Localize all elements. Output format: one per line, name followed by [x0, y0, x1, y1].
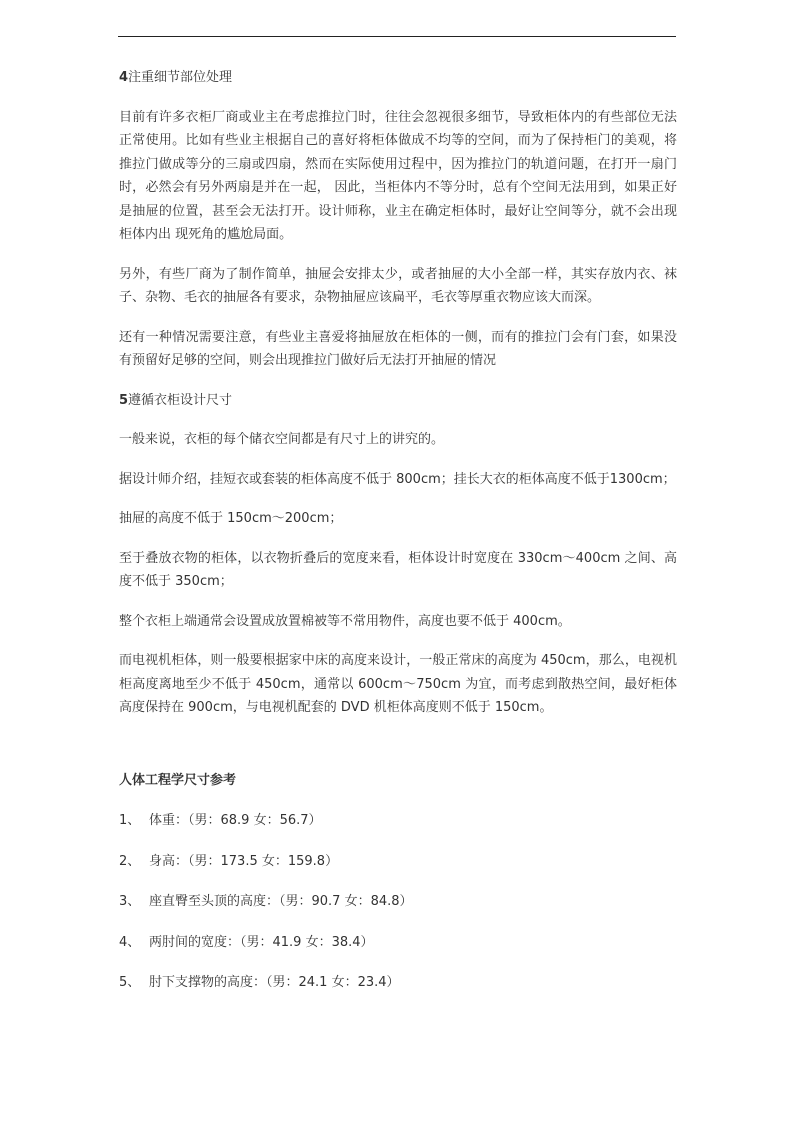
- document-body: [119, 64, 677, 995]
- section-4-heading: [119, 66, 677, 90]
- section-4-paragraph-1: 目前有许多衣柜厂商或业主在考虑推拉门时，往往会忽视很多细节，导致柜体内的有些部位无法正常使用。比如有些业主根据自己的喜好将柜体做成不均等的空间，而为了保持柜门的美观，将推拉门做成等分的三扇或四扇，然而在实际使用过程中，因为推拉门的轨道问题，在打开一扇门时，必然会有另外两扇是并在一起， 因此，当柜体内不等分时，总有个空间无法用到，如果正好是抽屉的位置，甚至会无法打开。设计师称，业主在确定柜体时，最好让空间等分，就不会出现柜体内出 现死角的尴尬局面。: [119, 109, 677, 242]
- section-4-paragraph-3: 还有一种情况需要注意，有些业主喜爱将抽屉放在柜体的一侧，而有的推拉门会有门套，如果没有预留好足够的空间，则会出现推拉门做好后无法打开抽屉的情况: [119, 329, 677, 368]
- section-5-paragraph-6: 而电视机柜体，则一般要根据家中床的高度来设计，一般正常床的高度为 450cm，那么，电视机柜高度离地至少不低于 450cm，通常以 600cm～750cm 为宜，而考虑到散热空间，最好柜体高度保持在 900cm，与电视机配套的 DVD 机柜体高度则不低于 150cm。: [119, 653, 677, 715]
- section-5-paragraph-4: 至于叠放衣物的柜体，以衣物折叠后的宽度来看，柜体设计时宽度在 330cm～400cm 之间、高度不低于 350cm；: [119, 550, 677, 589]
- list-item: [119, 850, 677, 874]
- list-item-number: 1、: [119, 813, 141, 828]
- section-5-paragraph-5: 整个衣柜上端通常会设置成放置棉被等不常用物件，高度也要不低于 400cm。: [119, 613, 571, 629]
- list-item-text: 座直臀至头顶的高度：（男：90.7 女：84.8）: [149, 894, 413, 909]
- section-5-title: 遵循衣柜设计尺寸: [128, 392, 233, 408]
- section-5-paragraph-3: 抽屉的高度不低于 150cm～200cm；: [119, 511, 343, 526]
- list-item: [119, 971, 677, 995]
- list-item-number: 3、: [119, 894, 141, 909]
- list-item: [119, 809, 677, 833]
- list-item-text: 体重：（男：68.9 女：56.7）: [149, 813, 322, 828]
- list-item-number: 5、: [119, 975, 141, 990]
- section-4-paragraph-2: 另外，有些厂商为了制作简单，抽屉会安排太少，或者抽屉的大小全部一样，其实存放内衣、袜子、杂物、毛衣的抽屉各有要求，杂物抽屉应该扁平，毛衣等厚重衣物应该大而深。: [119, 266, 677, 305]
- section-5-paragraph-1: 一般来说，衣柜的每个储衣空间都是有尺寸上的讲究的。: [119, 432, 445, 447]
- section-5-heading: [119, 389, 677, 413]
- ergonomics-title: 人体工程学尺寸参考: [119, 772, 237, 788]
- list-item-text: 两肘间的宽度：（男：41.9 女：38.4）: [149, 934, 374, 950]
- section-4-number: 4: [119, 70, 129, 85]
- list-item-number: 4、: [119, 934, 141, 950]
- list-item: [119, 931, 677, 955]
- header-rule: [118, 36, 676, 37]
- list-item-text: 肘下支撑物的高度：（男：24.1 女：23.4）: [149, 975, 400, 990]
- section-5-number: 5: [119, 392, 129, 408]
- section-5-paragraph-2: 据设计师介绍，挂短衣或套装的柜体高度不低于 800cm；挂长大衣的柜体高度不低于1300cm；: [119, 471, 676, 487]
- section-4-title: 注重细节部位处理: [128, 70, 233, 85]
- list-item-text: 身高：（男：173.5 女：159.8）: [149, 853, 339, 869]
- list-item: [119, 890, 677, 914]
- list-item-number: 2、: [119, 853, 141, 869]
